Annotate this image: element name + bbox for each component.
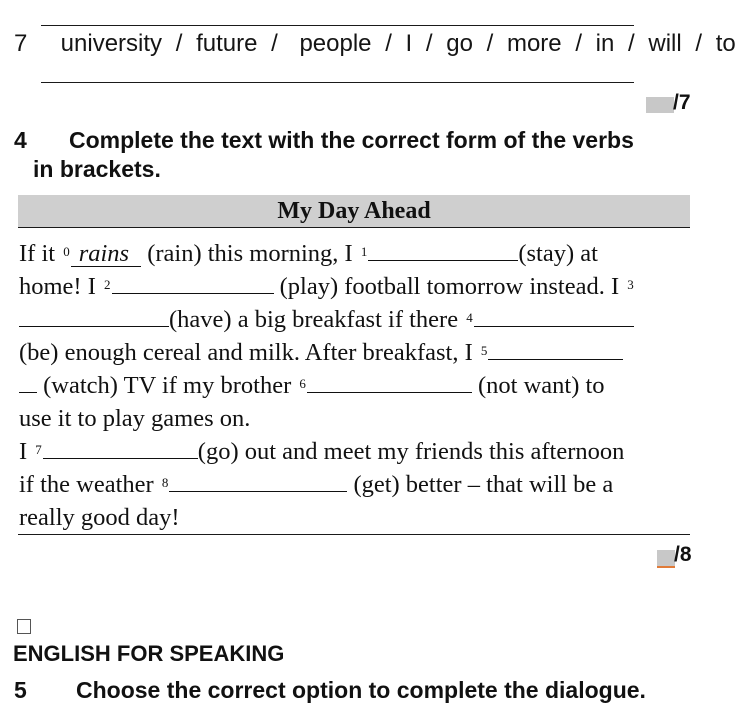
exercise-heading [14,677,646,704]
word-chip: to [715,30,736,57]
exercise-number: 4 [14,127,27,153]
word-chip: go [446,30,473,57]
score-total: /8 [674,543,692,566]
passage-line: if the weather $^8$ (get) better – that will be a [19,471,614,498]
word-chip: in [595,30,615,57]
item-number: 7 [14,30,28,57]
gap-blank-2[interactable] [112,271,274,294]
score-box [657,550,675,566]
word-chip: I [405,30,413,57]
gap-number: 2 [104,277,111,292]
gap-number: 3 [627,277,634,292]
passage-line: really good day! [19,504,180,531]
section-title: ENGLISH FOR SPEAKING [13,641,285,666]
gap-blank-1[interactable] [368,238,518,261]
word-chip: future [196,30,258,57]
exercise-instruction: Choose the correct option to complete the dialogue. [76,677,646,703]
passage-line: I $^7$ (go) out and meet my friends this afternoon [19,438,625,465]
passage-line: (watch) TV if my brother $^6$ (not want) to [19,369,605,402]
exercise-instruction: Complete the text with the correct form of the verbs [69,127,634,153]
exercise-number: 5 [14,677,27,703]
passage-line: use it to play games on. [19,405,251,432]
passage-title: My Day Ahead [18,195,690,228]
gap-number: 6 [299,376,306,391]
word-chip: more [506,30,562,57]
passage-line: If it $^0$ rains (rain) this morning, I $^1$ (stay) at [19,240,598,267]
exercise-instruction-cont: in brackets. [33,156,161,182]
gap-blank-7[interactable] [43,436,198,459]
score-total: /7 [673,91,691,114]
word-chip: university [60,30,163,57]
gap-number: 1 [360,244,368,259]
word-chip: will [648,30,682,57]
answer-line-6 [41,25,634,26]
passage-line: (be) enough cereal and milk. After breakfast, I $^5$ [19,336,623,369]
passage-line: (have) a big breakfast if there $^4$ [19,303,634,336]
gap-number: 5 [480,343,488,358]
score-box [646,97,674,113]
gap-number: 0 [63,244,70,259]
passage-bottom-rule [18,534,690,535]
example-answer: rains [71,242,141,267]
exercise-heading [14,126,634,155]
score-underline [657,566,675,568]
gap-blank-5[interactable] [488,337,623,360]
jumbled-sentence-7: 7 university / future / people / I / go / more / in / will / to [14,30,736,57]
gap-blank-3[interactable] [19,304,169,327]
passage-line: home! I $^2$ (play) football tomorrow instead. I $^3$ [19,273,634,300]
gap-number: 8 [161,475,169,490]
gap-blank-4[interactable] [474,304,634,327]
gap-number: 4 [466,310,473,325]
gap-number: 7 [35,442,42,457]
answer-line-7[interactable] [41,82,634,83]
gap-blank-5-cont[interactable] [19,370,37,393]
gap-blank-6[interactable] [307,370,472,393]
word-chip: people [299,30,372,57]
gap-blank-8[interactable] [169,469,347,492]
checkbox[interactable] [17,619,31,634]
